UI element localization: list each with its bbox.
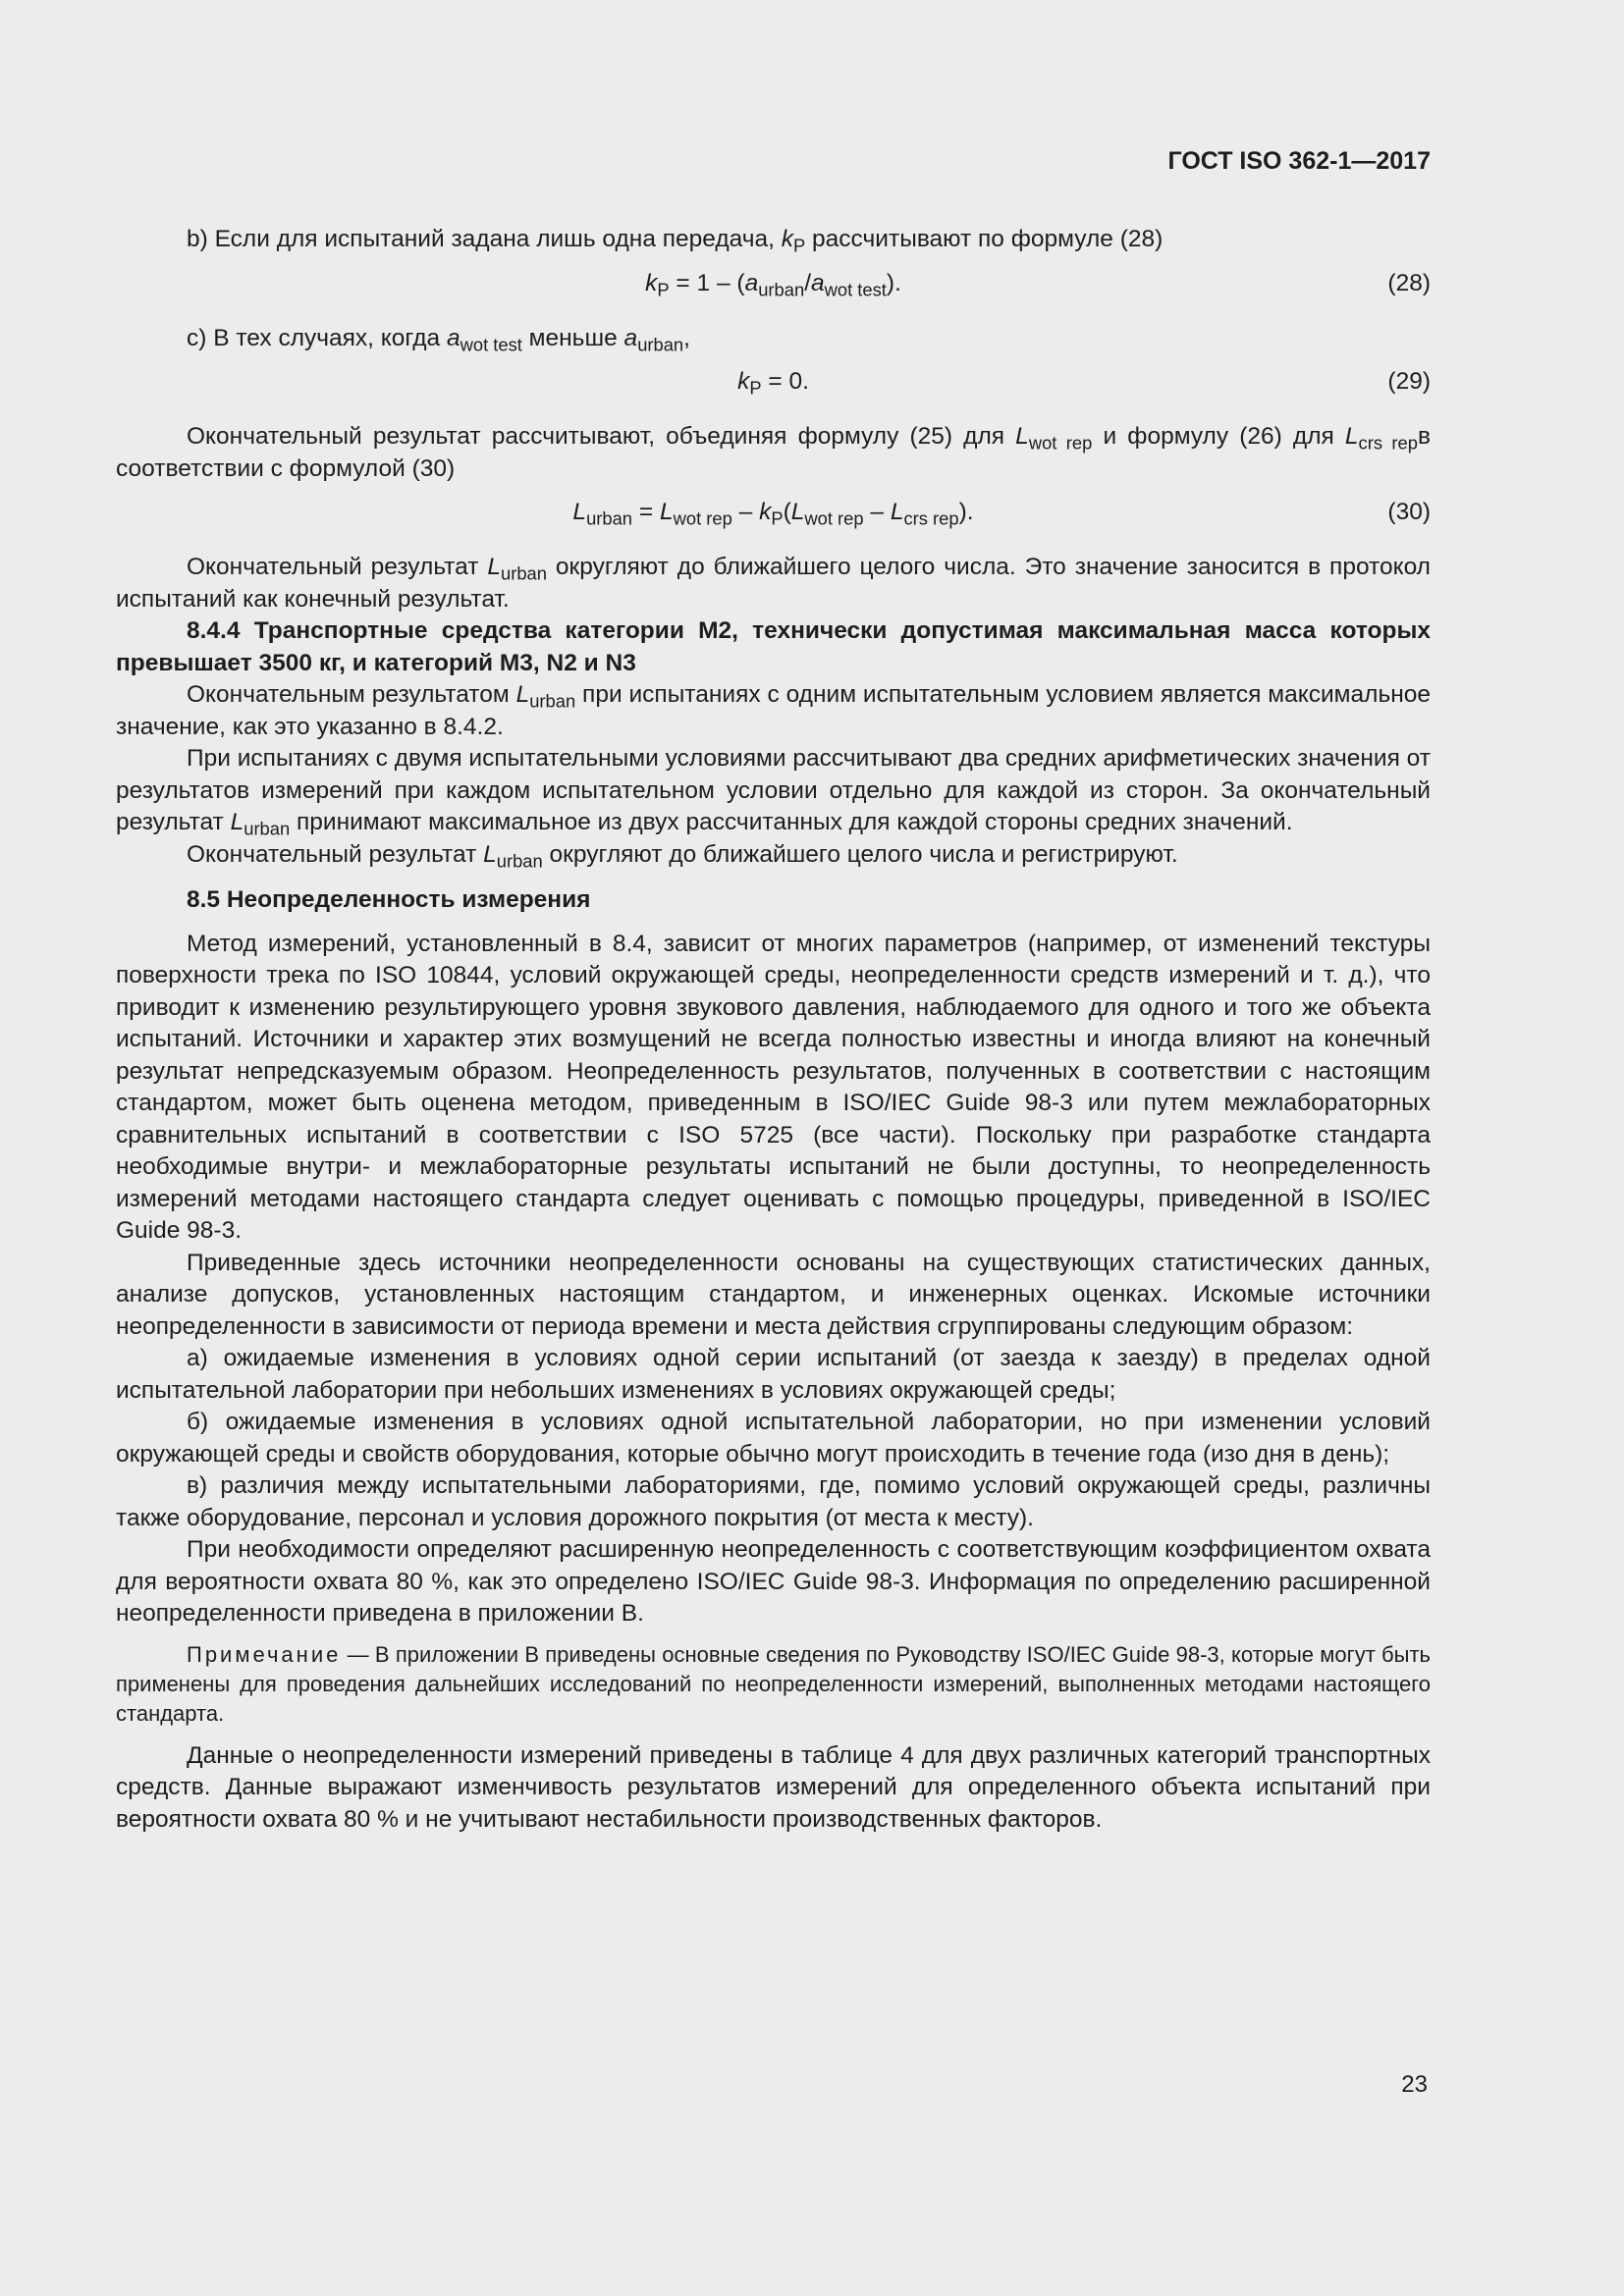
- paragraph-final-result: Окончательный результат рассчитывают, объединяя формулу (25) для $L_{wot rep}$ и формулу (26) для $L_{crs rep}в$ соответствии с формулой (30): [116, 423, 1431, 482]
- formula-29-expression: $k_P = 0$.: [737, 368, 809, 399]
- formula-29: [116, 366, 1431, 400]
- page-content: [116, 224, 1431, 1836]
- paragraph-8-5-3: При необходимости определяют расширенную неопределенность с соответствующим коэффициентом охвата для вероятности охвата 80 %, как это определено ISO/IEC Guide 98-3. Информация по определению расширенной неопределенности приведена в приложении В.: [116, 1536, 1431, 1627]
- note-text: — В приложении В приведены основные сведения по Руководству ISO/IEC Guide 98-3, которые могут быть применены для проведения дальнейших исследований по неопределенности измерений, выполненных методами настоящего стандарта.: [116, 1641, 1431, 1726]
- paragraph-8-5-4: Данные о неопределенности измерений приведены в таблице 4 для двух различных категорий транспортных средств. Данные выражают изменчивость результатов измерений для определенного объекта испытаний при вероятности охвата 80 % и не учитывают нестабильности производственных факторов.: [116, 1741, 1431, 1833]
- paragraph-rounding: Окончательный результат $L_{urban}$ округляют до ближайшего целого числа. Это значение заносится в протокол испытаний как конечный результат.: [116, 554, 1431, 613]
- document-header: ГОСТ ISO 362-1—2017: [1167, 147, 1431, 175]
- formula-28-number: (28): [1387, 269, 1431, 296]
- note-label: Примечание: [187, 1641, 342, 1667]
- formula-28-expression: $k_P = 1 - (a_{urban}/a_{wot test})$.: [645, 269, 901, 299]
- paragraph-8-5-1: Метод измерений, установленный в 8.4, зависит от многих параметров (например, от изменений текстуры поверхности трека по ISO 10844, условий окружающей среды, неопределенности средств измерений и т. д.), что приводит к изменению результирующего уровня звукового давления, наблюдаемого для одного и того же объекта испытаний. Источники и характер этих возмущений не всегда полностью известны и иногда влияют на конечный результат непредсказуемым образом. Неопределенность результатов, полученных в соответствии с настоящим стандартом, может быть оценена методом, приведенным в ISO/IEC Guide 98-3 или путем межлабораторных сравнительных испытаний в соответствии с ISO 5725 (все части). Поскольку при разработке стандарта необходимые внутри- и межлабораторные результаты испытаний не были доступны, то неопределенность измерений методами настоящего стандарта следует оценивать с помощью процедуры, приведенной в ISO/IEC Guide 98-3.: [116, 930, 1431, 1244]
- list-item-v: в) различия между испытательными лабораториями, где, помимо условий окружающей среды, различны также оборудование, персонал и условия дорожного покрытия (от места к месту).: [116, 1472, 1431, 1531]
- paragraph-8-4-4-2: При испытаниях с двумя испытательными условиями рассчитывают два средних арифметических значения от результатов измерений при каждом испытательном условии отдельно для каждой из сторон. За окончательный результат $L_{urban}$ принимают максимальное из двух рассчитанных для каждой стороны средних значений.: [116, 745, 1431, 839]
- formula-28: [116, 268, 1431, 301]
- item-b: b) Если для испытаний задана лишь одна передача, $k_P$ рассчитывают по формуле (28): [187, 226, 1164, 256]
- paragraph-8-5-2: Приведенные здесь источники неопределенности основаны на существующих статистических данных, анализе допусков, установленных настоящим стандартом, и инженерных оценках. Искомые источники неопределенности в зависимости от периода времени и места действия сгруппированы следующим образом:: [116, 1249, 1431, 1340]
- paragraph-8-4-4-1: Окончательным результатом $L_{urban}$ при испытаниях с одним испытательным условием является максимальное значение, как это указанно в 8.4.2.: [116, 681, 1431, 740]
- paragraph-8-4-4-3: Окончательный результат $L_{urban}$ округляют до ближайшего целого числа и регистрируют.: [187, 840, 1178, 871]
- list-item-b: б) ожидаемые изменения в условиях одной испытательной лаборатории, но при изменении условий окружающей среды и свойств оборудования, которые обычно могут происходить в течение года (изо дня в день);: [116, 1409, 1431, 1468]
- formula-30: [116, 497, 1431, 530]
- list-item-a: а) ожидаемые изменения в условиях одной серии испытаний (от заезда к заезду) в пределах одной испытательной лаборатории при небольших изменениях в условиях окружающей среды;: [116, 1345, 1431, 1404]
- heading-8-5: 8.5 Неопределенность измерения: [187, 886, 591, 913]
- page-number: 23: [1401, 2071, 1428, 2098]
- heading-8-4-4: 8.4.4 Транспортные средства категории М2, технически допустимая максимальная масса которых превышает 3500 кг, и категорий М3, N2 и N3: [116, 617, 1431, 676]
- formula-30-expression: $L_{urban} = L_{wot rep} - k_P(L_{wot rep} - L_{crs rep})$.: [572, 499, 974, 529]
- formula-30-number: (30): [1387, 499, 1431, 525]
- note: [116, 1640, 1431, 1729]
- formula-29-number: (29): [1387, 368, 1431, 395]
- item-c: c) В тех случаях, когда $a_{wot test}$ меньше $a_{urban}$,: [187, 324, 690, 354]
